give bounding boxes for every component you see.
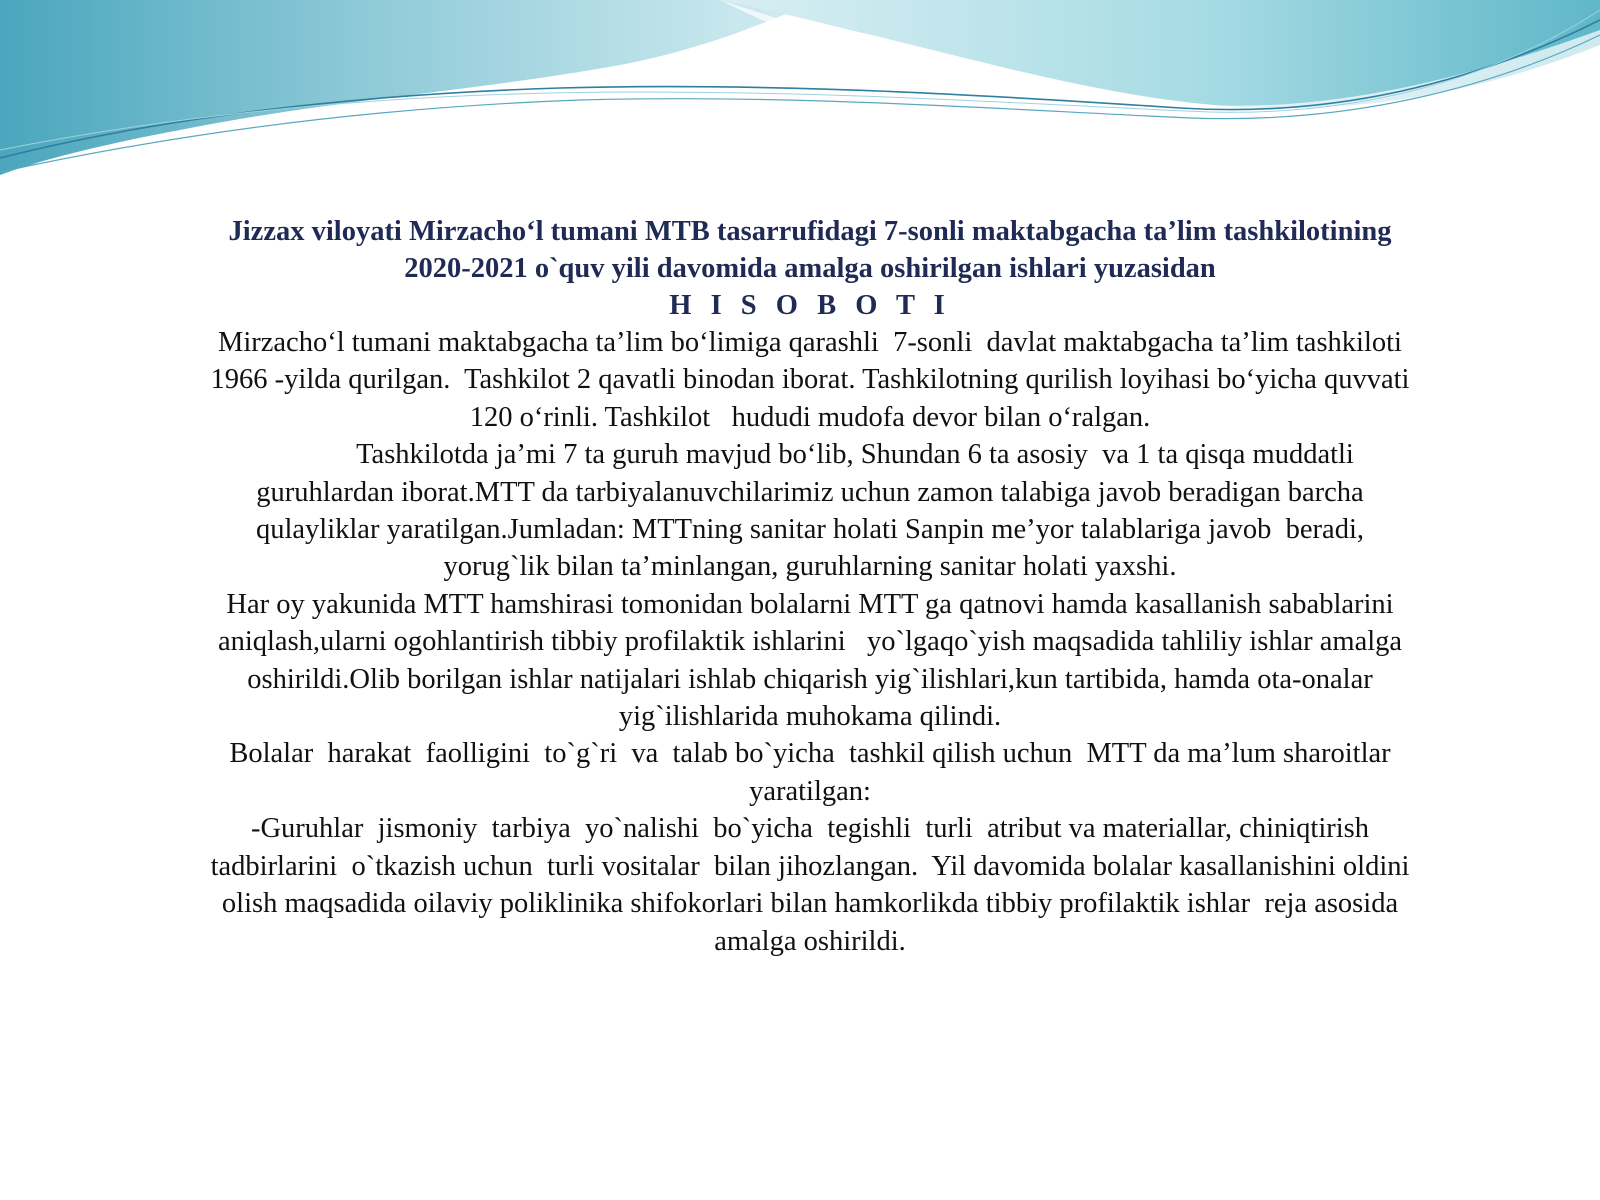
body-line-4: Tashkilotda ja’mi 7 ta guruh mavjud bo‘lib, Shundan 6 ta asosiy va 1 ta qisqa muddatli	[356, 439, 1354, 471]
body-line-17: amalga oshirildi.	[714, 925, 906, 957]
body-line-1: Mirzacho‘l tumani maktabgacha ta’lim bo‘limiga qarashli 7-sonli davlat maktabgacha ta’lim tashkiloti	[218, 327, 1402, 358]
decorative-wave-header	[0, 0, 1600, 200]
body-line-3: 120 o‘rinli. Tashkilot hududi mudofa devor bilan o‘ralgan.	[469, 401, 1151, 433]
title-line-1: Jizzax viloyati Mirzacho‘l tumani MTB tasarrufidagi 7-sonli maktabgacha ta’lim tashkilotining	[228, 216, 1392, 247]
body-line-8: Har oy yakunida MTT hamshirasi tomonidan bolalarni MTT ga qatnovi hamda kasallanish sabablarini	[226, 588, 1394, 620]
body-line-16: olish maqsadida oilaviy poliklinika shifokorlari bilan hamkorlikda tibbiy profilaktik ishlar reja asosida	[221, 888, 1399, 920]
report-body	[140, 324, 1480, 960]
body-line-12: Bolalar harakat faolligini to`g`ri va talab bo`yicha tashkil qilish uchun MTT da ma’lum sharoitlar	[229, 738, 1391, 770]
body-line-15: tadbirlarini o`tkazish uchun turli vositalar bilan jihozlangan. Yil davomida bolalar kasallanishini oldini	[210, 850, 1410, 882]
body-line-6: qulayliklar yaratilgan.Jumladan: MTTning sanitar holati Sanpin me’yor talablariga javob beradi,	[255, 514, 1364, 546]
body-line-5: guruhlardan iborat.MTT da tarbiyalanuvchilarimiz uchun zamon talabiga javob beradigan barcha	[256, 476, 1364, 508]
body-line-2: 1966 -yilda qurilgan. Tashkilot 2 qavatli binodan iborat. Tashkilotning qurilish loyihasi bo‘yicha quvvati	[210, 364, 1410, 396]
report-word: H I S O B O T I	[669, 290, 951, 321]
report-content	[140, 213, 1480, 960]
body-line-10: oshirildi.Olib borilgan ishlar natijalari ishlab chiqarish yig`ilishlari,kun tartibida, hamda ota-onalar	[247, 663, 1373, 695]
body-line-13: yaratilgan:	[749, 775, 871, 807]
body-line-14: -Guruhlar jismoniy tarbiya yo`nalishi bo`yicha tegishli turli atribut va materiallar, chiniqtirish	[250, 813, 1369, 845]
report-title	[140, 213, 1480, 324]
body-line-9: aniqlash,ularni ogohlantirish tibbiy profilaktik ishlarini yo`lgaqo`yish maqsadida tahliliy ishlar amalga	[217, 626, 1403, 658]
body-line-11: yig`ilishlarida muhokama qilindi.	[618, 701, 1002, 733]
body-line-7: yorug`lik bilan ta’minlangan, guruhlarning sanitar holati yaxshi.	[443, 551, 1177, 583]
wave-shape-left	[0, 0, 820, 175]
title-line-2: 2020-2021 o`quv yili davomida amalga oshirilgan ishlari yuzasidan	[404, 253, 1216, 284]
